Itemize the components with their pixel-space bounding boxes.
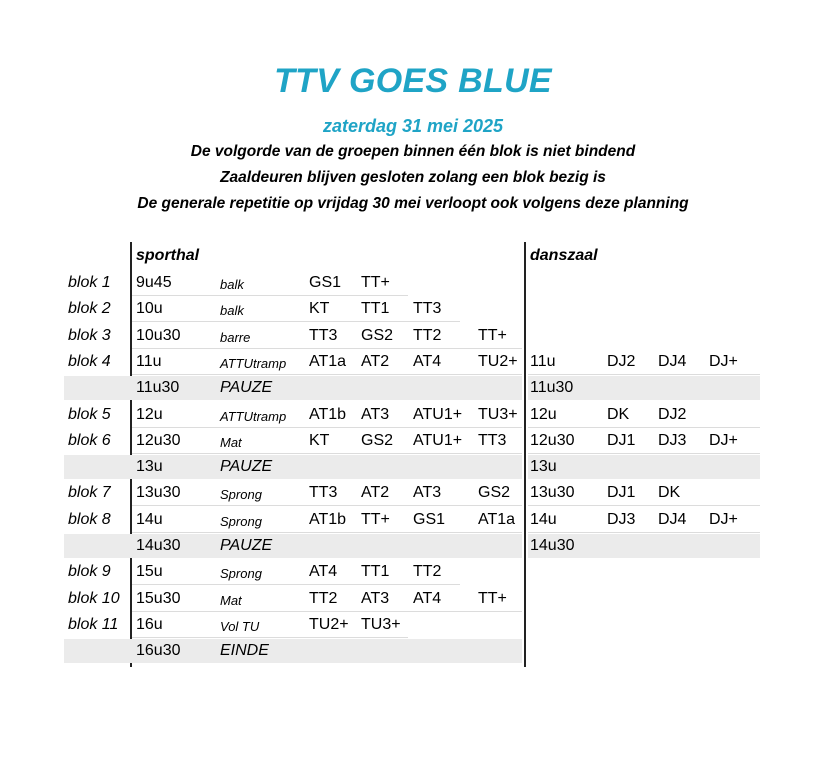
pause-row-shade-danszaal: [528, 455, 760, 479]
group-cell: GS1: [309, 274, 342, 291]
group-cell: AT3: [361, 406, 390, 423]
danszaal-group-cell: DJ1: [607, 432, 636, 449]
group-cell: TT3: [413, 300, 442, 317]
blok-label: blok 8: [68, 511, 111, 528]
group-cell: AT2: [361, 353, 390, 370]
time-cell: 13u30: [136, 484, 181, 501]
danszaal-time-cell: 13u30: [530, 484, 575, 501]
danszaal-group-cell: DJ+: [709, 432, 738, 449]
blok-label: blok 9: [68, 563, 111, 580]
activity-cell: ATTUtramp: [220, 409, 287, 424]
time-cell: 16u: [136, 616, 163, 633]
time-cell: 15u30: [136, 590, 181, 607]
danszaal-divider: [524, 242, 526, 667]
group-cell: AT3: [361, 590, 390, 607]
row-divider: [132, 295, 408, 296]
blok-label: blok 10: [68, 590, 120, 607]
time-cell: 10u: [136, 300, 163, 317]
pause-row-shade: [64, 376, 522, 400]
row-divider-danszaal: [528, 427, 760, 428]
time-cell: 10u30: [136, 327, 181, 344]
group-cell: AT4: [309, 563, 338, 580]
group-cell: TT2: [309, 590, 338, 607]
time-cell: 16u30: [136, 642, 181, 659]
danszaal-group-cell: DJ4: [658, 353, 687, 370]
blok-label: blok 2: [68, 300, 111, 317]
group-cell: TU2+: [478, 353, 518, 370]
activity-cell: Sprong: [220, 566, 262, 581]
group-cell: AT1a: [478, 511, 516, 528]
blok-label: blok 1: [68, 274, 111, 291]
blok-label: blok 5: [68, 406, 111, 423]
group-cell: AT1b: [309, 511, 347, 528]
danszaal-group-cell: DJ2: [607, 353, 636, 370]
time-cell: 9u45: [136, 274, 172, 291]
row-divider-danszaal: [528, 453, 760, 454]
pause-row-shade: [64, 455, 522, 479]
group-cell: TT+: [478, 327, 507, 344]
group-cell: ATU1+: [413, 406, 463, 423]
group-cell: KT: [309, 300, 330, 317]
note-doors: Zaaldeuren blijven gesloten zolang een blok bezig is: [220, 169, 606, 186]
danszaal-time-cell: 14u: [530, 511, 557, 528]
group-cell: TT1: [361, 300, 390, 317]
danszaal-time-cell: 11u: [530, 353, 556, 370]
group-cell: GS2: [361, 327, 394, 344]
note-rehearsal: De generale repetitie op vrijdag 30 mei verloopt ook volgens deze planning: [137, 195, 689, 212]
group-cell: TT1: [361, 563, 390, 580]
group-cell: ATU1+: [413, 432, 463, 449]
group-cell: AT1b: [309, 406, 347, 423]
group-cell: TT3: [309, 327, 338, 344]
blok-label: blok 6: [68, 432, 111, 449]
group-cell: AT3: [413, 484, 442, 501]
row-divider: [132, 321, 460, 322]
group-cell: TT+: [478, 590, 507, 607]
group-cell: AT2: [361, 484, 390, 501]
danszaal-group-cell: DJ1: [607, 484, 636, 501]
pause-label: PAUZE: [220, 379, 273, 396]
note-order: De volgorde van de groepen binnen één blok is niet bindend: [190, 143, 636, 160]
group-cell: GS1: [413, 511, 446, 528]
group-cell: GS2: [361, 432, 394, 449]
group-cell: TU3+: [478, 406, 518, 423]
row-divider-danszaal: [528, 532, 760, 533]
row-divider: [132, 348, 522, 349]
danszaal-time-cell: 12u: [530, 406, 557, 423]
danszaal-group-cell: DJ4: [658, 511, 687, 528]
row-divider: [132, 427, 522, 428]
time-cell: 12u: [136, 406, 163, 423]
blok-label: blok 4: [68, 353, 111, 370]
blok-label: blok 11: [68, 616, 119, 633]
activity-cell: barre: [220, 330, 251, 345]
activity-cell: ATTUtramp: [220, 356, 287, 371]
time-cell: 11u: [136, 353, 162, 370]
row-divider: [132, 453, 522, 454]
row-divider: [132, 584, 460, 585]
group-cell: TT+: [361, 274, 390, 291]
header-danszaal: danszaal: [530, 247, 598, 264]
time-cell: 11u30: [136, 379, 180, 396]
pause-row-shade: [64, 639, 522, 663]
danszaal-time-cell: 11u30: [530, 379, 574, 396]
group-cell: TT2: [413, 563, 442, 580]
danszaal-time-cell: 12u30: [530, 432, 575, 449]
pause-row-shade: [64, 534, 522, 558]
danszaal-group-cell: DK: [607, 406, 630, 423]
activity-cell: Vol TU: [220, 619, 260, 634]
danszaal-group-cell: DJ2: [658, 406, 687, 423]
group-cell: KT: [309, 432, 330, 449]
time-cell: 12u30: [136, 432, 181, 449]
pause-label: PAUZE: [220, 537, 273, 554]
group-cell: AT1a: [309, 353, 347, 370]
row-divider: [132, 505, 522, 506]
row-divider: [132, 611, 522, 612]
danszaal-group-cell: DJ+: [709, 353, 738, 370]
row-divider: [132, 532, 522, 533]
activity-cell: Sprong: [220, 514, 262, 529]
row-divider-danszaal: [528, 505, 760, 506]
danszaal-group-cell: DK: [658, 484, 681, 501]
row-divider: [132, 637, 408, 638]
danszaal-group-cell: DJ3: [607, 511, 636, 528]
group-cell: TT+: [361, 511, 390, 528]
group-cell: AT4: [413, 353, 442, 370]
time-cell: 15u: [136, 563, 163, 580]
activity-cell: Mat: [220, 435, 242, 450]
header-sporthal: sporthal: [136, 247, 200, 264]
blok-label: blok 3: [68, 327, 111, 344]
group-cell: AT4: [413, 590, 442, 607]
time-cell: 14u: [136, 511, 163, 528]
group-cell: TT3: [309, 484, 338, 501]
time-cell: 14u30: [136, 537, 181, 554]
pause-label: PAUZE: [220, 458, 273, 475]
activity-cell: balk: [220, 277, 244, 292]
row-divider: [132, 374, 522, 375]
danszaal-time-cell: 13u: [530, 458, 557, 475]
group-cell: TT2: [413, 327, 442, 344]
row-divider-danszaal: [528, 374, 760, 375]
pause-label: EINDE: [220, 642, 269, 659]
activity-cell: Sprong: [220, 487, 262, 502]
danszaal-time-cell: 14u30: [530, 537, 575, 554]
danszaal-group-cell: DJ3: [658, 432, 687, 449]
activity-cell: Mat: [220, 593, 242, 608]
activity-cell: balk: [220, 303, 244, 318]
group-cell: GS2: [478, 484, 511, 501]
group-cell: TU2+: [309, 616, 349, 633]
page-title: TTV GOES BLUE: [274, 62, 552, 100]
group-cell: TU3+: [361, 616, 401, 633]
time-cell: 13u: [136, 458, 163, 475]
danszaal-group-cell: DJ+: [709, 511, 738, 528]
blok-label: blok 7: [68, 484, 111, 501]
event-date: zaterdag 31 mei 2025: [322, 116, 504, 136]
group-cell: TT3: [478, 432, 507, 449]
